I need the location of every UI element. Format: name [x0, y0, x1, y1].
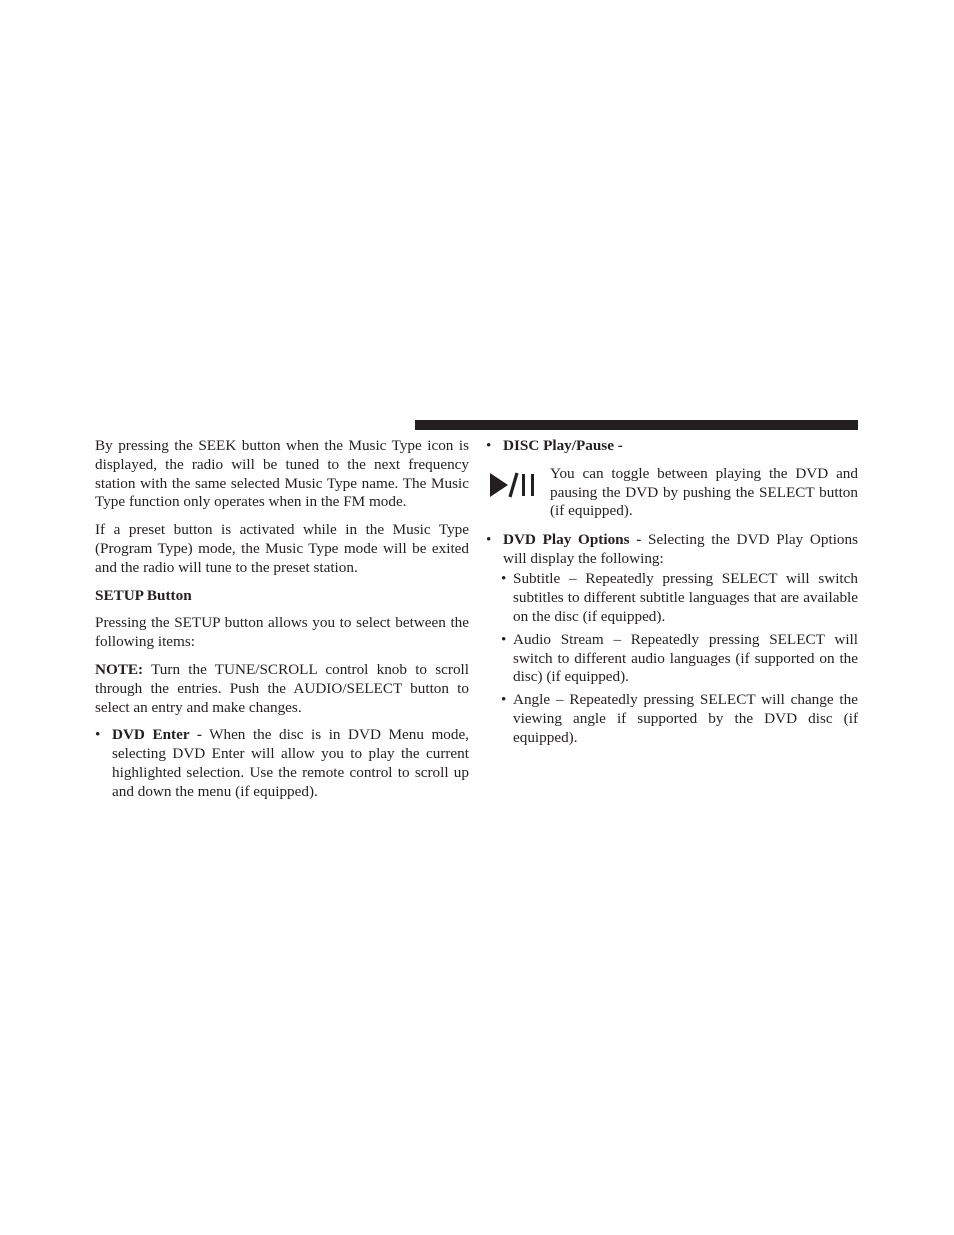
angle-sub-bullet — [501, 691, 858, 747]
sub-bullet-dot: • — [501, 570, 507, 588]
preset-paragraph: If a preset button is activated while in the Music Type (Program Type) mode, the Music Type mode will be exited and the radio will tune to the preset station. — [95, 521, 469, 576]
dvd-play-options-bullet — [486, 531, 858, 569]
setup-paragraph: Pressing the SETUP button allows you to select between the following items: — [95, 614, 469, 651]
setup-heading: SETUP Button — [95, 586, 192, 604]
note-label: NOTE: — [95, 660, 144, 678]
sub-bullet-dot: • — [501, 630, 507, 648]
note-paragraph — [95, 661, 469, 717]
subtitle-text: Subtitle – Repeatedly pressing SELECT will switch subtitles to different subtitle languages that are available on the disc (if equipped). — [513, 570, 858, 625]
play-pause-row — [486, 465, 858, 522]
dvd-enter-bullet — [95, 726, 469, 801]
angle-text: Angle – Repeatedly pressing SELECT will change the viewing angle if supported by the DVD disc (if equipped). — [513, 691, 858, 746]
disc-play-pause-text: You can toggle between playing the DVD and pausing the DVD by pushing the SELECT button (if equipped). — [550, 464, 858, 520]
seek-paragraph: By pressing the SEEK button when the Music Type icon is displayed, the radio will be tuned to the next frequency station with the same selected Music Type name. The Music Type function only operates when in the FM mode. — [95, 437, 469, 511]
sub-bullet-dot: • — [501, 691, 507, 709]
bullet-dot: • — [486, 530, 492, 548]
bullet-dot: • — [486, 437, 492, 454]
audio-stream-text: Audio Stream – Repeatedly pressing SELECT will switch to different audio languages (if supported on the disc) (if equipped). — [513, 630, 858, 686]
right-column — [486, 437, 858, 748]
left-column — [95, 437, 469, 802]
play-pause-icon — [489, 472, 537, 498]
dvd-enter-text: When the disc is in DVD Menu mode, selecting DVD Enter will allow you to play the current highlighted selection. Use the remote control to scroll up and down the menu (if equipped). — [112, 726, 469, 800]
subtitle-sub-bullet — [501, 570, 858, 626]
dvd-enter-label: DVD Enter - — [112, 726, 202, 744]
disc-play-pause-label: DISC Play/Pause - — [503, 437, 623, 454]
bullet-dot: • — [95, 726, 101, 744]
dvd-play-options-label: DVD Play Options - — [503, 530, 642, 548]
audio-stream-sub-bullet — [501, 631, 858, 687]
dvd-play-options-text: Selecting the DVD Play Options will display the following: — [503, 530, 859, 567]
note-text: Turn the TUNE/SCROLL control knob to scroll through the entries. Push the AUDIO/SELECT button to select an entry and make changes. — [95, 660, 469, 716]
disc-play-pause-bullet — [486, 437, 858, 456]
header-rule-bar — [415, 420, 858, 430]
